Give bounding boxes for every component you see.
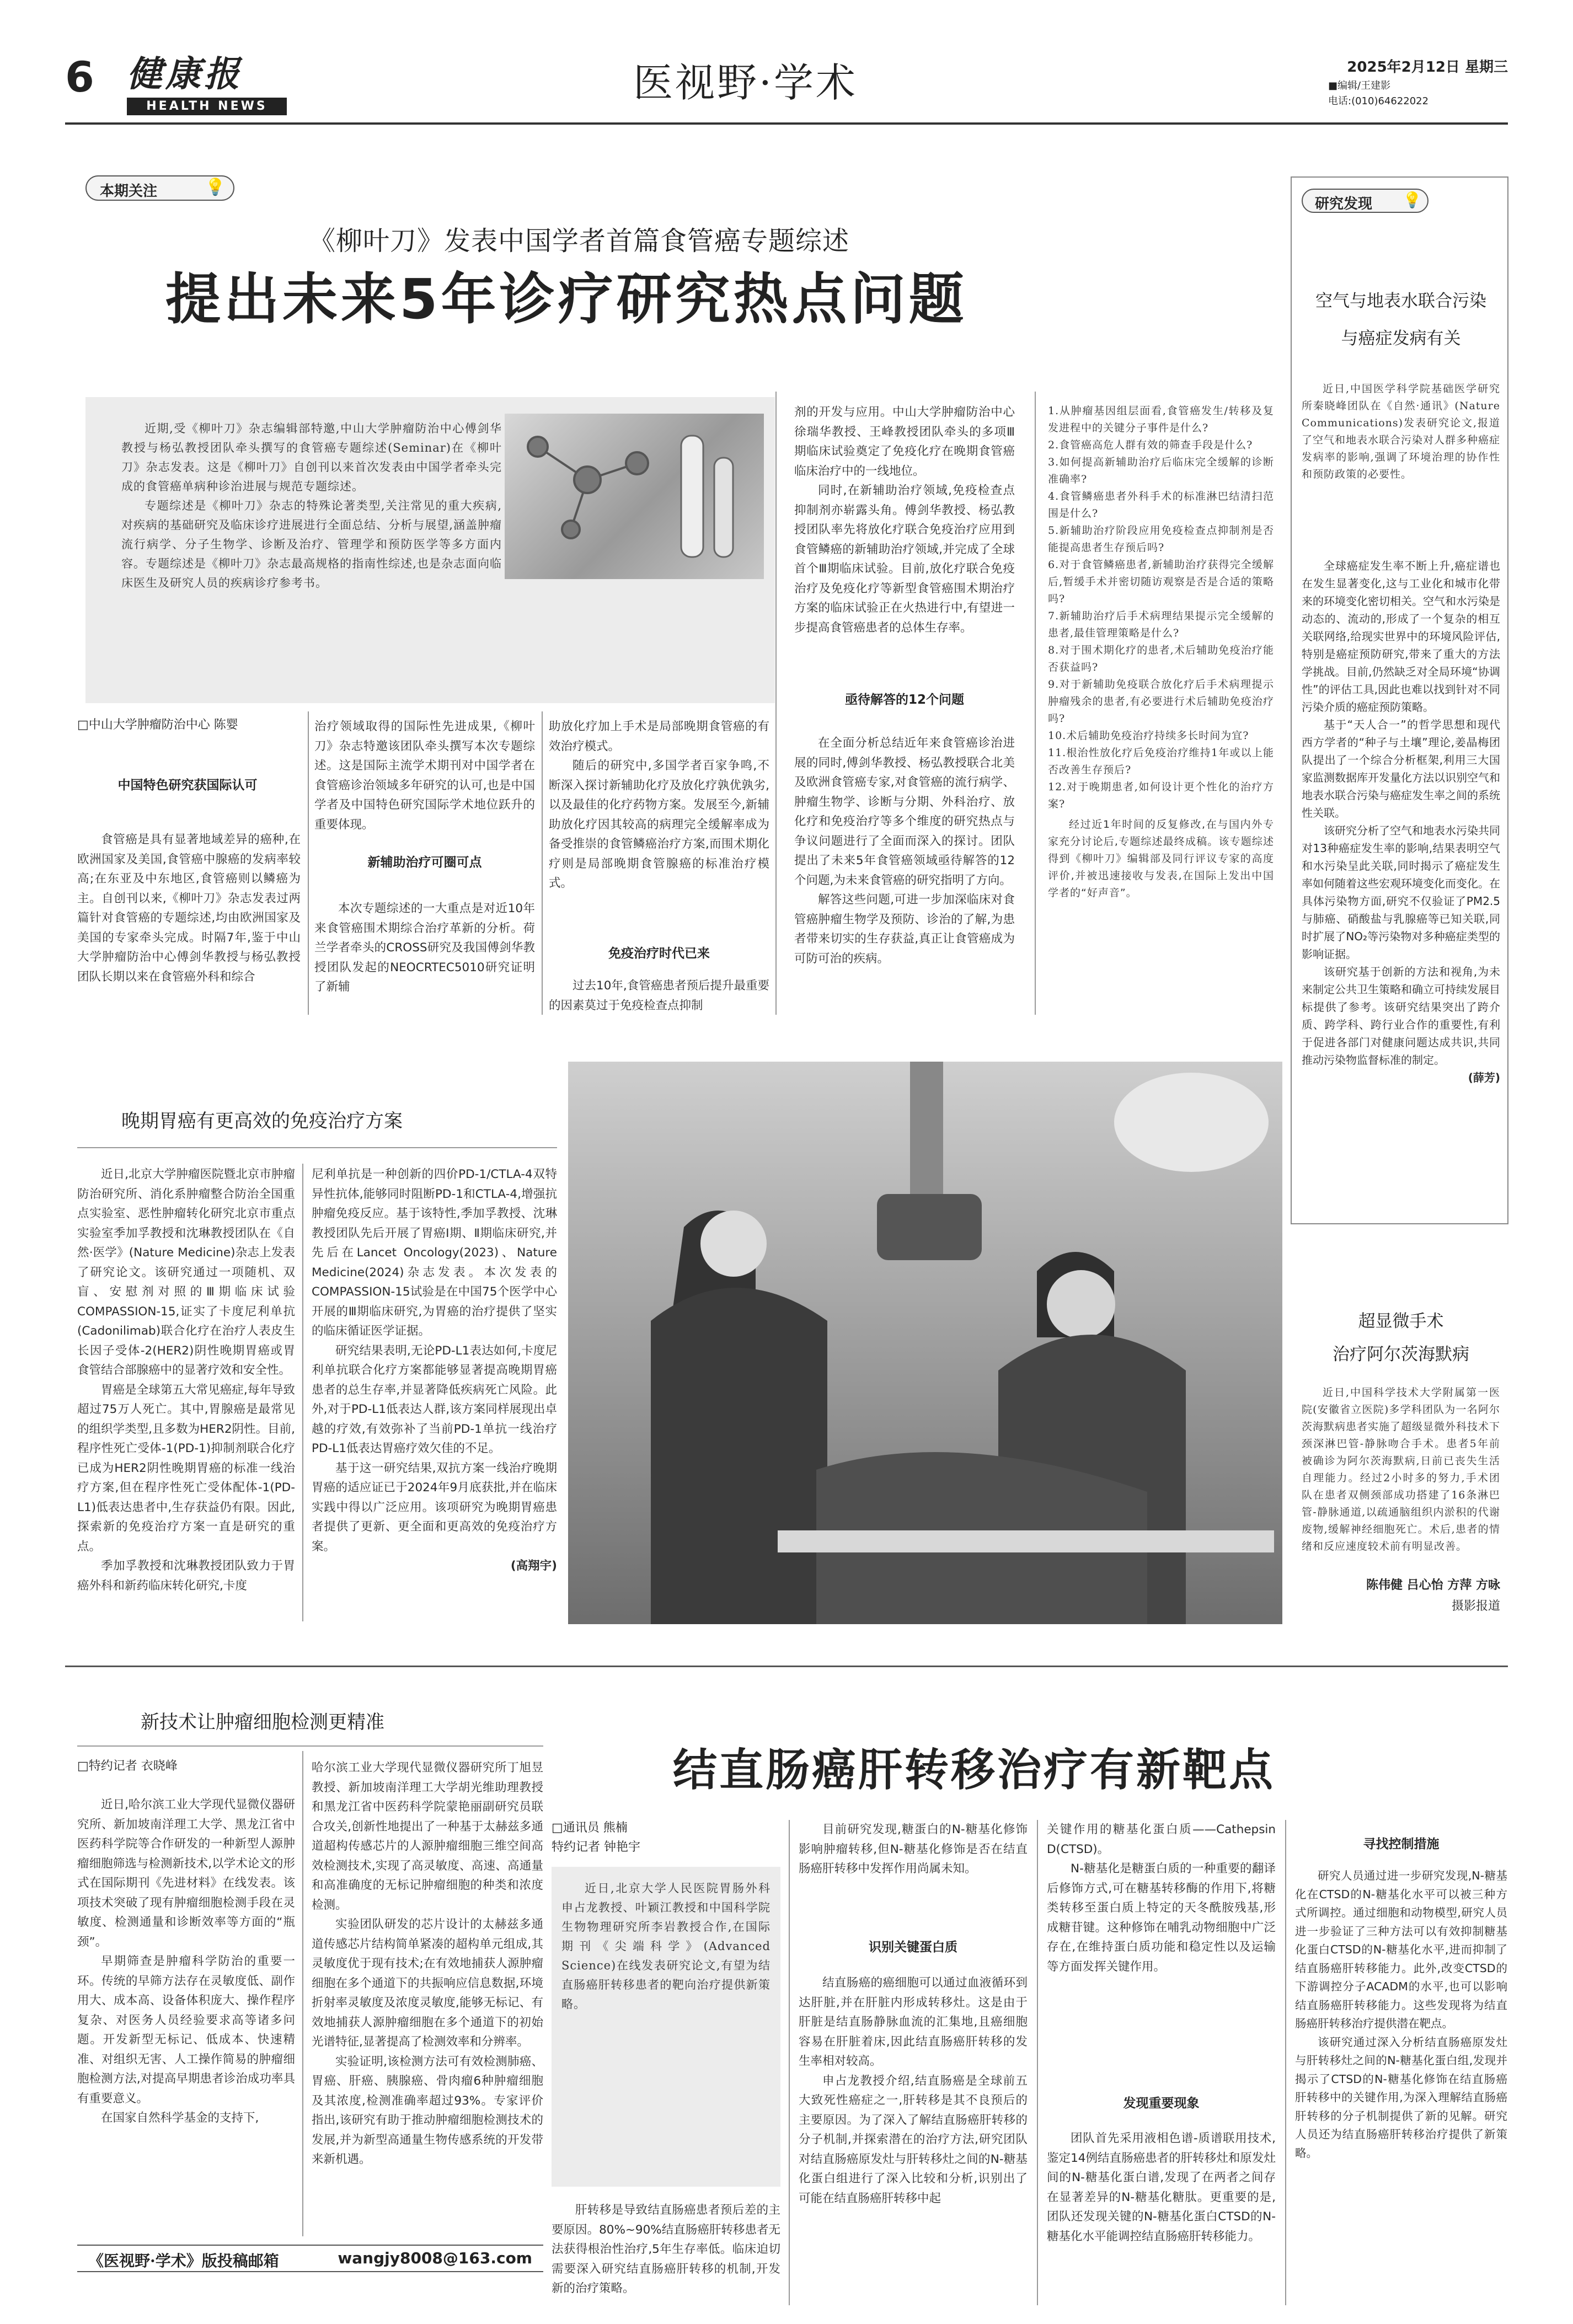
lead-col4b [794,733,1015,1015]
body-para: 治疗领域取得的国际性先进成果,《柳叶刀》杂志特邀该团队牵头撰写本次专题综述。这是国际主流学术期刊对中国学者在食管癌诊治领域多年研究的认可,也是中国学者及中国特色研究国际学术地位跃升的重要体现。 [314,720,535,832]
submission-email[interactable]: wangjy8008@163.com [338,2249,532,2267]
side2-photo-credit: 摄影报道 [1451,1599,1500,1613]
crc-col1b [552,2200,780,2305]
lead-kicker: 《柳叶刀》发表中国学者首篇食管癌专题综述 [309,226,850,256]
lead-subhead: 亟待解答的12个问题 [844,693,964,707]
detect-title: 新技术让肿瘤细胞检测更精准 [141,1711,384,1733]
body-para: 食管癌是具有显著地域差异的癌种,在欧洲国家及美国,食管癌中腺癌的发病率较高;在东亚及中东地区,食管癌则以鳞癌为主。自创刊以来,《柳叶刀》杂志发表过两篇针对食管癌的专题综述,均由欧洲国家及美国的专家牵头完成。时隔7年,鉴于中山大学肿瘤防治中心傅剑华教授与杨弘教授团队长期以来在食管癌外科和综合 [77,833,301,984]
crc-col-rule [1037,1820,1038,2305]
side1-credit: (薛芳) [1468,1071,1500,1084]
crc-intro-para: 近日,北京大学人民医院胃肠外科申占龙教授、叶颖江教授和中国科学院生物物理研究所李岩教授合作,在国际期刊《尖端科学》(Advanced Science)在线发表研究论文,有望为结直肠癌肝转移患者的靶向治疗提供新策略。 [561,1882,771,2011]
body-para: 关键作用的糖基化蛋白质——Cathepsin D(CTSD)。 [1047,1823,1276,1856]
header-rule [65,122,1508,125]
body-para: 近日,哈尔滨工业大学现代显微仪器研究所、新加坡南洋理工大学、黑龙江省中医药科学院等合作研发的一种新型人源肿瘤细胞筛选与检测新技术,以学术论文的形式在国际期刊《先进材料》在线发表。该项技术突破了现有肿瘤细胞检测手段在灵敏度、检测通量和诊断效率等方面的“瓶颈”。 [77,1798,295,1949]
lead-col-rule [1035,392,1036,1015]
lead-col-rule [308,711,309,1015]
detect-col2 [312,1758,543,2238]
focus-tag-label: 本期关注 [100,183,158,200]
surgery-photo [568,1062,1282,1624]
body-para: 该研究通过深入分析结直肠癌原发灶与肝转移灶之间的N-糖基化蛋白组,发现并揭示了CTSD的N-糖基化修饰在结直肠癌肝转移中的关键作用,为深入理解结直肠癌肝转移的分子机制提供了新的见解。研究人员还为结直肠癌肝转移治疗提供了新策略。 [1295,2035,1507,2160]
twelve-questions [1048,403,1274,1053]
crc-intro [552,1867,780,2187]
question-item: 4.食管鳞癌患者外科手术的标准淋巴结清扫范围是什么? [1048,490,1274,520]
body-para: 该研究分析了空气和地表水污染共同对13种癌症发生率的影响,结果表明空气和水污染呈此关联,同时揭示了癌症发生率如何随着这些宏观环境变化而变化。在具体污染物方面,研究不仅验证了PM2.5与肺癌、硝酸盐与乳腺癌等已知关联,同时扩展了NO₂等污染物对多种癌症类型的影响证据。 [1302,824,1500,961]
research-tag [1302,189,1428,213]
side1-intro [1302,381,1500,546]
side2-body [1302,1384,1500,1572]
detect-col1 [77,1795,295,2236]
research-tag-label: 研究发现 [1315,196,1373,212]
gastric-rule [77,1147,557,1148]
side2-title: 超显微手术 [1358,1311,1444,1331]
question-item: 5.新辅助治疗阶段应用免疫检查点抑制剂是否能提高患者生存预后吗? [1048,524,1274,554]
lead-col3a [549,717,769,932]
lead-headline: 提出未来5年诊疗研究热点问题 [165,267,967,331]
brand-en: HEALTH NEWS [127,98,287,115]
body-para: 早期筛查是肿瘤科学防治的重要一环。传统的早筛方法存在灵敏度低、副作用大、成本高、设备体积庞大、操作程序复杂、对医务人员经验要求高等诸多问题。开发新型无标记、低成本、快速精准、对组织无害、人工操作简易的肿瘤细胞检测方法,对提高早期患者诊治成功率具有重要意义。 [77,1954,295,2106]
body-para: 基于“天人合一”的哲学思想和现代西方学者的“种子与土壤”理论,姜晶梅团队提出了一个综合分析框架,利用三大国家监测数据库开发量化方法以识别空气和地表水联合污染与癌症发生率之间的系统性关联。 [1302,718,1500,820]
side1-intro-para: 近日,中国医学科学院基础医学研究所秦晓峰团队在《自然·通讯》(Nature Communications)发表研究论文,报道了空气和地表水联合污染对人群多种癌症发病率的影响,强调了环境治理的协作性和预防政策的必要性。 [1302,383,1500,480]
crc-byline: 特约记者 钟艳宇 [552,1840,640,1854]
lead-col2b [314,899,535,1012]
body-para: 实验证明,该检测方法可有效检测肺癌、胃癌、肝癌、胰腺癌、骨肉瘤6种肿瘤细胞及其浓度,检测准确率超过93%。专家评价指出,该研究有助于推动肿瘤细胞检测技术的发展,并为新型高通量生物传感系统的开发带来新机遇。 [312,2054,543,2166]
side1-title: 空气与地表水联合污染 [1315,291,1486,311]
body-para: 研究结果表明,无论PD-L1表达如何,卡度尼利单抗联合化疗方案都能够显著提高晚期胃癌患者的总生存率,并显著降低疾病死亡风险。此外,对于PD-L1低表达人群,该方案同样展现出卓越的疗效,有效弥补了当前PD-1单抗一线治疗PD-L1低表达胃癌疗效欠佳的不足。 [312,1343,557,1455]
body-para: 哈尔滨工业大学现代显微仪器研究所丁旭昱教授、新加坡南洋理工大学胡光维助理教授和黑龙江省中医药科学院蒙艳丽副研究员联合攻关,创新性地提出了一种基于太赫兹多通道超构传感芯片的人源肿瘤细胞三维空间高效检测技术,实现了高灵敏度、高速、高通量和高准确度的无标记肿瘤细胞的种类和浓度检测。 [312,1761,543,1912]
crc-subhead: 识别关键蛋白质 [869,1940,957,1954]
question-item: 3.如何提高新辅助治疗后临床完全缓解的诊断准确率? [1048,456,1274,485]
lead-intro [121,419,502,689]
question-item: 10.术后辅助免疫治疗持续多长时间为宜? [1048,730,1249,742]
body-para: 研究人员通过进一步研究发现,N-糖基化在CTSD的N-糖基化水平可以被三种方式所调控。通过细胞和动物模型,研究人员进一步验证了三种方法可以有效抑制糖基化蛋白CTSD的N-糖基化水平,进而抑制了结直肠癌肝转移能力。此外,改变CTSD的下游调控分子ACADM的水平,也可以影响结直肠癌肝转移能力。这些发现将为结直肠癌肝转移治疗提供潜在靶点。 [1295,1869,1507,2030]
body-para: 同时,在新辅助治疗领域,免疫检查点抑制剂亦崭露头角。傅剑华教授、杨弘教授团队率先将放化疗联合免疫治疗应用到食管鳞癌的新辅助治疗领域,并完成了全球首个Ⅲ期临床试验。目前,放化疗联合免疫治疗及免疫化疗等新型食管癌围术期治疗方案的临床试验正在火热进行中,有望进一步提高食管癌患者的总体生存率。 [794,484,1015,635]
question-item: 8.对于围术期化疗的患者,术后辅助免疫治疗能否获益吗? [1048,644,1274,673]
question-item: 9.对于新辅助免疫联合放化疗后手术病理提示肿瘤残余的患者,有必要进行术后辅助免疫治疗吗? [1048,678,1274,725]
body-para: 全球癌症发生率不断上升,癌症谱也在发生显著变化,这与工业化和城市化带来的环境变化密切相关。空气和水污染是动态的、流动的,形成了一个复杂的相互关联网络,给现实世界中的环境风险评估,特别是癌症预防研究,带来了重大的方法学挑战。目前,仍然缺乏对全局环境“协调性”的评估工具,因此也难以找到针对不同污染介质的癌症预防策略。 [1302,559,1500,714]
lead-subhead: 免疫治疗时代已来 [608,946,710,961]
molecule-image [505,414,764,579]
side2-authors: 陈伟健 吕心怡 方萍 方咏 [1366,1578,1500,1592]
gastric-col2 [312,1165,557,1622]
section-divider [65,1666,1508,1667]
gastric-title: 晚期胃癌有更高效的免疫治疗方案 [121,1110,403,1132]
crc-col2b [799,1973,1028,2304]
focus-tag [85,175,234,201]
body-para: 在全面分析总结近年来食管癌诊治进展的同时,傅剑华教授、杨弘教授联合北美及欧洲食管癌专家,对食管癌的流行病学、肿瘤生物学、诊断与分期、外科治疗、放化疗和免疫治疗等多个维度的研究热点与争议问题进行了全面而深入的探讨。团队提出了未来5年食管癌领域亟待解答的12个问题,为未来食管癌的研究指明了方向。 [794,736,1015,887]
body-para: N-糖基化是糖蛋白质的一种重要的翻译后修饰方式,可在糖基转移酶的作用下,将糖类转移至蛋白质上特定的天冬酰胺残基,形成糖苷键。这种修饰在哺乳动物细胞中广泛存在,在维持蛋白质功能和稳定性以及运输等方面发挥关键作用。 [1047,1862,1276,1974]
brand-logo: 健康报 [127,53,243,95]
detect-col-rule [302,1751,303,2236]
body-para: 实验团队研发的芯片设计的太赫兹多通道传感芯片结构简单紧凑的超构单元组成,其灵敏度优于现有技术;在有效地捕获人源肿瘤细胞在多个通道下的共振响应信息数据,环境折射率灵敏度及浓度灵敏度,能够无标记、有效地捕获人源肿瘤细胞在多个通道下的初始光谱特征,显著提高了检测效率和分辨率。 [312,1918,543,2049]
gastric-credit: (高翔宇) [510,1559,557,1573]
lead-col2a [314,717,535,844]
crc-subhead: 发现重要现象 [1123,2096,1200,2111]
submission-label: 《医视野·学术》版投稿邮箱 [88,2252,279,2270]
side1-body [1302,557,1500,1205]
body-para: 结直肠癌的癌细胞可以通过血液循环到达肝脏,并在肝脏内形成转移灶。这是由于肝脏是结直肠静脉血流的汇集地,且癌细胞容易在肝脏着床,因此结直肠癌肝转移的发生率相对较高。 [799,1976,1028,2068]
crc-subhead: 寻找控制措施 [1363,1837,1440,1851]
body-para: 近日,中国科学技术大学附属第一医院(安徽省立医院)多学科团队为一名阿尔茨海默病患者实施了超级显微外科技术下颈深淋巴管-静脉吻合手术。患者5年前被确诊为阿尔茨海默病,日前已丧失生活自理能力。经过2小时多的努力,手术团队在患者双侧颈部成功搭建了16条淋巴管-静脉通道,以疏通脑组织内淤积的代谢废物,缓解神经细胞死亡。术后,患者的情绪和反应速度较术前有明显改善。 [1302,1386,1500,1552]
crc-col-rule [1285,1820,1286,2305]
body-para: 尼利单抗是一种创新的四价PD-1/CTLA-4双特异性抗体,能够同时阻断PD-1和CTLA-4,增强抗肿瘤免疫反应。基于该特性,季加孚教授、沈琳教授团队先后开展了胃癌Ⅰ期、Ⅱ期临床研究,并先后在Lancet Oncology(2023)、Nature Medicine(2024)杂志发表。本次发表的COMPASSION-15试验是在中国75个医学中心开展的Ⅲ期临床研究,为胃癌的治疗提供了坚实的临床循证医学证据。 [312,1168,557,1338]
crc-col3b [1047,2129,1276,2305]
question-item: 2.食管癌高危人群有效的筛查手段是什么? [1048,439,1253,451]
body-para: 胃癌是全球第五大常见癌症,每年导致超过75万人死亡。其中,胃腺癌是最常见的组织学类型,且多数为HER2阴性。目前,程序性死亡受体-1(PD-1)抑制剂联合化疗已成为HER2阴性晚期胃癌的标准一线治疗方案,但在程序性死亡受体配体-1(PD-L1)低表达患者中,生存获益仍有限。因此,探索新的免疫治疗方案一直是研究的重点。 [77,1383,295,1554]
detect-byline: □特约记者 衣晓峰 [77,1759,178,1773]
lead-col1 [77,830,301,1012]
side2-title: 治疗阿尔茨海默病 [1333,1345,1469,1364]
issue-date: 2025年2月12日 星期三 [1347,59,1508,76]
crc-byline: □通讯员 熊楠 [552,1821,628,1835]
question-item: 12.对于晚期患者,如何设计更个性化的治疗方案? [1048,781,1274,810]
crc-col-rule [789,1820,790,2305]
body-para: 剂的开发与应用。中山大学肿瘤防治中心徐瑞华教授、王峰教授团队牵头的多项Ⅲ期临床试验奠定了免疫化疗在晚期食管癌临床治疗中的一线地位。 [794,405,1015,478]
submission-box [77,2245,543,2272]
question-item: 6.对于食管鳞癌患者,新辅助治疗获得完全缓解后,暂缓手术并密切随访观察是否是合适的策略吗? [1048,559,1274,605]
lead-subhead: 中国特色研究获国际认可 [117,778,258,792]
lab-photo [505,414,764,579]
bulb-icon: 💡 [205,178,226,197]
side1-title: 与癌症发病有关 [1341,329,1461,349]
body-para: 解答这些问题,可进一步加深临床对食管癌肿瘤生物学及预防、诊治的了解,为患者带来切实的生存获益,真正让食管癌成为可防可治的疾病。 [794,893,1015,966]
question-item: 1.从肿瘤基因组层面看,食管癌发生/转移及复发进程中的关键分子事件是什么? [1048,405,1274,434]
crc-headline: 结直肠癌肝转移治疗有新靶点 [673,1744,1275,1796]
body-para: 近日,北京大学肿瘤医院暨北京市肿瘤防治研究所、消化系肿瘤整合防治全国重点实验室、恶性肿瘤转化研究北京市重点实验室季加孚教授和沈琳教授团队在《自然·医学》(Nature Medicine)杂志上发表了研究论文。该研究通过一项随机、双盲、安慰剂对照的Ⅲ期临床试验COMPASSION-15,证实了卡度尼利单抗(Cadonilimab)联合化疗在治疗人表皮生长因子受体-2(HER2)阴性晚期胃癌或胃食管结合部腺癌中的显著疗效和安全性。 [77,1168,295,1377]
surgery-image [568,1062,1282,1624]
question-item: 11.根治性放化疗后免疫治疗维持1年或以上能否改善生存预后? [1048,747,1274,776]
detect-rule [77,1745,543,1747]
body-para: 申占龙教授介绍,结直肠癌是全球前五大致死性癌症之一,肝转移是其不良预后的主要原因。为了深入了解结直肠癌肝转移的分子机制,并探索潜在的治疗方法,研究团队对结直肠癌原发灶与肝转移灶之间的N-糖基化蛋白组进行了深入比较和分析,识别出了可能在结直肠癌肝转移中起 [799,2074,1028,2205]
lead-col3b [549,976,769,1015]
body-para: 在国家自然科学基金的支持下, [101,2111,259,2125]
lead-byline: □中山大学肿瘤防治中心 陈婴 [77,718,238,732]
masthead [65,52,1508,121]
crc-col3a [1047,1820,1276,2041]
body-para: 目前研究发现,糖蛋白的N-糖基化修饰影响肿瘤转移,但N-糖基化修饰是否在结直肠癌肝转移中发挥作用尚属未知。 [799,1823,1028,1876]
body-para: 基于这一研究结果,双抗方案一线治疗晚期胃癌的适应证已于2024年9月底获批,并在临床实践中得以广泛应用。该项研究为晚期胃癌患者提供了更新、更全面和更高效的免疫治疗方案。 [312,1461,557,1554]
page-number: 6 [65,52,94,101]
lead-col-rule [542,711,543,1015]
gastric-col-rule [302,1164,303,1621]
section-title: 医视野·学术 [633,60,858,106]
gastric-col1 [77,1165,295,1622]
bulb-icon: 💡 [1403,191,1422,209]
body-para: 肝转移是导致结直肠癌患者预后差的主要原因。80%~90%结直肠癌肝转移患者无法获得根治性治疗,5年生存率低。临床迫切需要深入研究结直肠癌肝转移的机制,开发新的治疗策略。 [552,2203,780,2295]
crc-col4 [1295,1867,1507,2305]
body-para: 团队首先采用液相色谱-质谱联用技术,鉴定14例结直肠癌患者的肝转移灶和原发灶间的N-糖基化蛋白谱,发现了在两者之间存在显著差异的N-糖基化糖肽。更重要的是,团队还发现关键的N-糖基化蛋白CTSD的N-糖基化水平能调控结直肠癌肝转移能力。 [1047,2132,1276,2243]
body-para: 随后的研究中,多国学者百家争鸣,不断深入探讨新辅助化疗及放化疗孰优孰劣,以及最佳的化疗药物方案。发展至今,新辅助放化疗因其较高的病理完全缓解率成为备受推崇的食管鳞癌治疗方案,而围术期化疗则是局部晚期食管腺癌的标准治疗模式。 [549,759,769,890]
body-para: 该研究基于创新的方法和视角,为未来制定公共卫生策略和确立可持续发展目标提供了参考。该研究结果突出了跨介质、跨学科、跨行业合作的重要性,有利于促进各部门对健康问题达成共识,共同推动污染物监督标准的制定。 [1302,965,1500,1067]
intro-para: 专题综述是《柳叶刀》杂志的特殊论著类型,关注常见的重大疾病,对疾病的基础研究及临床诊疗进展进行全面总结、分析与展望,涵盖肿瘤流行病学、分子生物学、诊断及治疗、管理学和预防医学等多方面内容。专题综述是《柳叶刀》杂志最高规格的指南性综述,也是杂志面向临床医生及研究人员的疾病诊疗参考书。 [121,499,502,590]
body-para: 助放化疗加上手术是局部晚期食管癌的有效治疗模式。 [549,720,769,753]
lead-subhead: 新辅助治疗可圈可点 [367,855,482,870]
lead-col-rule [775,392,777,1015]
body-para: 季加孚教授和沈琳教授团队致力于胃癌外科和新药临床转化研究,卡度 [77,1559,295,1593]
intro-para: 近期,受《柳叶刀》杂志编辑部特邀,中山大学肿瘤防治中心傅剑华教授与杨弘教授团队牵头撰写的食管癌专题综述(Seminar)在《柳叶刀》杂志发表。这是《柳叶刀》自创刊以来首次发表由中国学者牵头完成的食管癌单病种诊治进展与规范专题综述。 [121,422,502,493]
phone: 电话:(010)64622022 [1328,95,1429,107]
body-para: 过去10年,食管癌患者预后提升最重要的因素莫过于免疫检查点抑制 [549,979,769,1013]
editor: ■编辑/王建影 [1328,80,1391,92]
body-para: 本次专题综述的一大重点是对近10年来食管癌围术期综合治疗革新的分析。荷兰学者牵头的CROSS研究及我国傅剑华教授团队发起的NEOCRTEC5010研究证明了新辅 [314,902,535,994]
question-item: 7.新辅助治疗后手术病理结果提示完全缓解的患者,最佳管理策略是什么? [1048,610,1274,639]
crc-col2a [799,1820,1028,1919]
body-para: 经过近1年时间的反复修改,在与国内外专家充分讨论后,专题综述最终成稿。该专题综述得到《柳叶刀》编辑部及同行评议专家的高度评价,并被迅速接收与发表,在国际上发出中国学者的“好声音”。 [1048,818,1274,899]
